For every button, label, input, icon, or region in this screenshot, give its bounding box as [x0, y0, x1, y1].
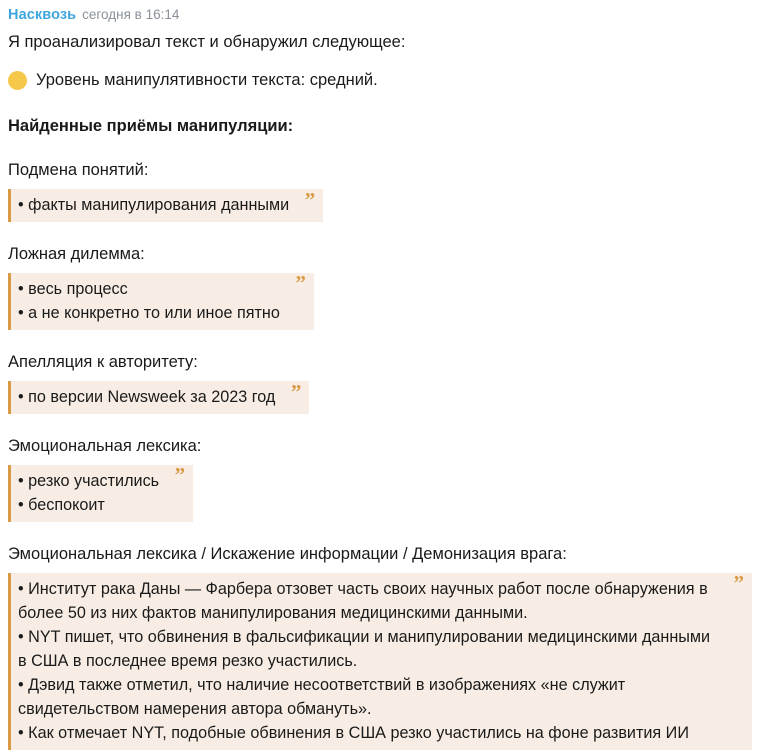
- quote-line: • по версии Newsweek за 2023 год: [18, 388, 276, 406]
- group-emotional-distortion-demonization: [8, 542, 750, 750]
- group-authority-appeal: [8, 350, 750, 414]
- manipulation-level-text: Уровень манипулятивности текста: средний.: [36, 71, 378, 89]
- quote-block: [8, 189, 323, 222]
- group-label: Эмоциональная лексика:: [8, 437, 202, 455]
- section-title: Найденные приёмы манипуляции:: [8, 117, 294, 135]
- yellow-circle-icon: [8, 71, 27, 90]
- intro-text: Я проанализировал текст и обнаружил следующее:: [8, 33, 406, 51]
- group-label: Апелляция к авторитету:: [8, 353, 198, 371]
- quote-block: [8, 573, 752, 750]
- quote-line: • беспокоит: [18, 496, 105, 514]
- manipulation-level-row: [8, 68, 750, 92]
- quote-block: [8, 273, 314, 330]
- quote-line: • Как отмечает NYT, подобные обвинения в США резко участились на фоне развития ИИ: [18, 724, 689, 742]
- group-label: Подмена понятий:: [8, 161, 149, 179]
- quote-line: • резко участились: [18, 472, 160, 490]
- group-label: Эмоциональная лексика / Искажение информации / Демонизация врага:: [8, 545, 567, 563]
- message-timestamp: сегодня в 16:14: [82, 7, 180, 22]
- group-substitution: [8, 158, 750, 222]
- message-header: [8, 6, 750, 24]
- quote-mark-icon: ”: [290, 380, 302, 404]
- quote-line: • а не конкретно то или иное пятно: [18, 304, 280, 322]
- quote-mark-icon: ”: [295, 271, 306, 295]
- quote-line: • факты манипулирования данными: [18, 196, 290, 214]
- quote-line: • NYT пишет, что обвинения в фальсификации и манипулировании медицинскими данными в США в последнее время резко участились.: [18, 628, 711, 670]
- group-false-dilemma: [8, 242, 750, 330]
- quote-mark-icon: ”: [304, 188, 316, 212]
- quote-mark-icon: ”: [733, 571, 744, 595]
- quote-block: [8, 381, 309, 414]
- quote-line: • Дэвид также отметил, что наличие несоответствий в изображениях «не служит свидетельством намерения автора обмануть».: [18, 676, 626, 718]
- quote-block: [8, 465, 193, 522]
- quote-mark-icon: ”: [174, 463, 186, 487]
- quote-line: • весь процесс: [18, 280, 128, 298]
- message-author[interactable]: Насквозь: [8, 7, 77, 23]
- quote-line: • Институт рака Даны — Фарбера отзовет часть своих научных работ после обнаружения в более 50 из них фактов манипулирования медицинскими данными.: [18, 580, 708, 622]
- group-label: Ложная дилемма:: [8, 245, 145, 263]
- group-emotional-lexicon: [8, 434, 750, 522]
